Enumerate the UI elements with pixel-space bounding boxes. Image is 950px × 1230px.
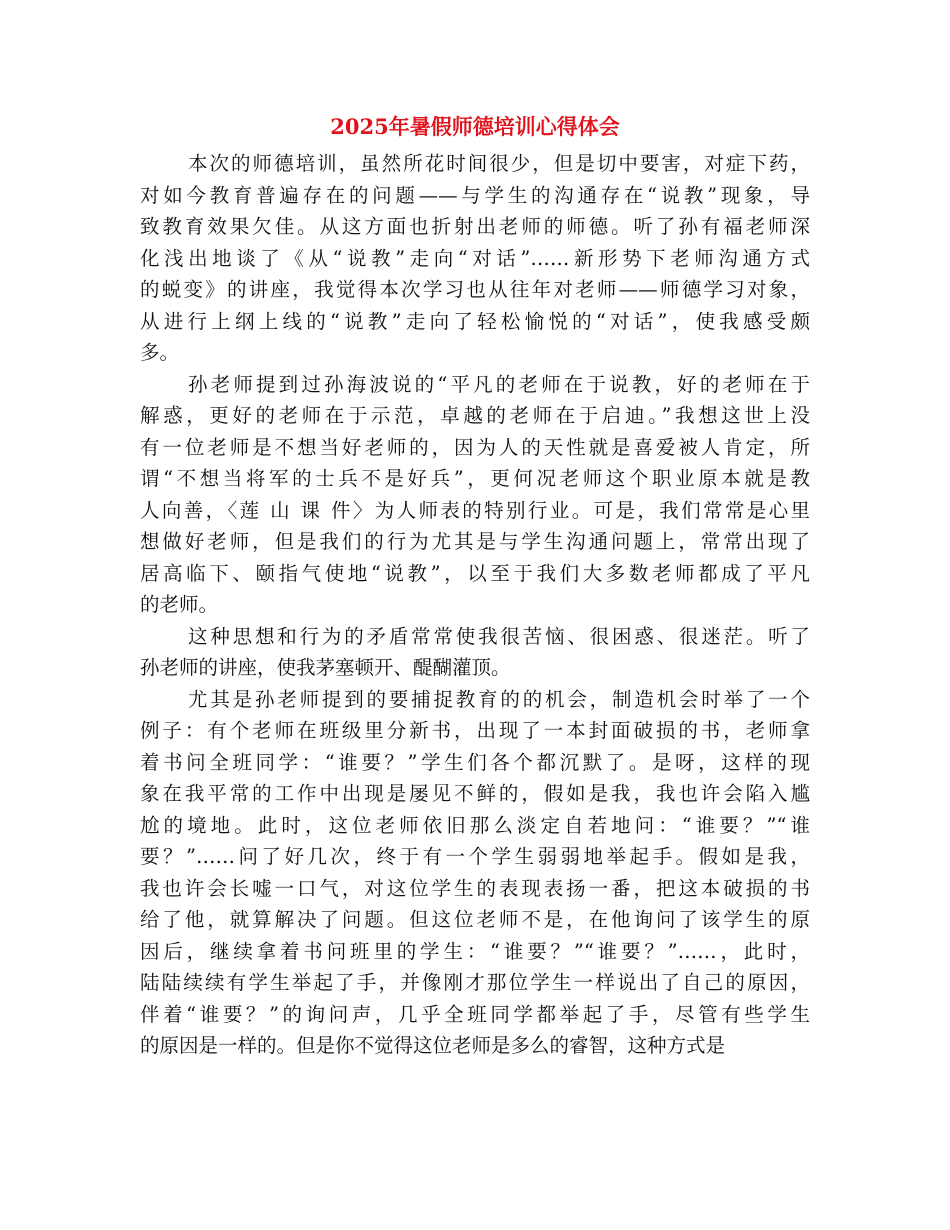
text-line: 给了他，就算解决了问题。但这位老师不是，在他询问了该学生的原 bbox=[140, 908, 810, 931]
text-line: 例子：有个老师在班级里分新书，出现了一本封面破损的书，老师拿 bbox=[140, 719, 810, 742]
text-line: 象在我平常的工作中出现是屡见不鲜的，假如是我，我也许会陷入尴 bbox=[140, 782, 810, 805]
text-line: 因后，继续拿着书问班里的学生：“谁要？”“谁要？”……，此时， bbox=[140, 939, 810, 963]
text-line: 本次的师德培训，虽然所花时间很少，但是切中要害，对症下药， bbox=[188, 152, 810, 175]
text-line: 尬的境地。此时，这位老师依旧那么淡定自若地问：“谁要？”“谁 bbox=[140, 813, 810, 837]
text-line: 尤其是孙老师提到的要捕捉教育的的机会，制造机会时举了一个 bbox=[188, 687, 810, 711]
paragraph bbox=[140, 369, 810, 621]
text-line: 谓“不想当将军的士兵不是好兵”，更何况老师这个职业原本就是教 bbox=[140, 467, 810, 490]
text-line: 的蜕变》的讲座，我觉得本次学习也从往年对老师——师德学习对象， bbox=[140, 278, 810, 301]
text-line: 孙老师提到过孙海波说的“平凡的老师在于说教，好的老师在于 bbox=[188, 372, 810, 396]
text-line: 伴着“谁要？”的询问声，几乎全班同学都举起了手，尽管有些学生 bbox=[140, 1002, 810, 1026]
text-line: 致教育效果欠佳。从这方面也折射出老师的师德。听了孙有福老师深 bbox=[140, 215, 810, 238]
text-line: 的老师。 bbox=[140, 593, 219, 616]
text-line: 有一位老师是不想当好老师的，因为人的天性就是喜爱被人肯定，所 bbox=[140, 435, 810, 459]
text-line: 想做好老师，但是我们的行为尤其是与学生沟通问题上，常常出现了 bbox=[140, 530, 810, 553]
page-title: 2025年暑假师德培训心得体会 bbox=[330, 114, 620, 139]
paragraph bbox=[140, 621, 810, 684]
text-line: 多。 bbox=[140, 341, 180, 364]
paragraph bbox=[140, 684, 810, 1062]
document-body bbox=[140, 148, 810, 1062]
paragraph bbox=[140, 148, 810, 369]
text-line: 陆陆续续有学生举起了手，并像刚才那位学生一样说出了自己的原因， bbox=[140, 971, 810, 994]
text-line: 解惑，更好的老师在于示范，卓越的老师在于启迪。”我想这世上没 bbox=[140, 404, 810, 427]
text-line: 孙老师的讲座，使我茅塞顿开、醍醐灌顶。 bbox=[140, 656, 511, 679]
text-line: 人向善，〈莲 山 课 件〉为人师表的特别行业。可是，我们常常是心里 bbox=[140, 498, 810, 522]
text-line: 化浅出地谈了《从“说教”走向“对话”……新形势下老师沟通方式 bbox=[140, 246, 810, 270]
text-line: 对如今教育普遍存在的问题——与学生的沟通存在“说教”现象，导 bbox=[140, 183, 810, 207]
text-line: 的原因是一样的。但是你不觉得这位老师是多么的睿智，这种方式是 bbox=[140, 1034, 726, 1057]
text-line: 从进行上纲上线的“说教”走向了轻松愉悦的“对话”，使我感受颇 bbox=[140, 309, 810, 333]
text-line: 着书问全班同学：“谁要？”学生们各个都沉默了。是呀，这样的现 bbox=[140, 750, 810, 774]
text-line: 这种思想和行为的矛盾常常使我很苦恼、很困惑、很迷茫。听了 bbox=[188, 624, 810, 648]
text-line: 我也许会长嘘一口气，对这位学生的表现表扬一番，把这本破损的书 bbox=[140, 876, 810, 900]
text-line: 居高临下、颐指气使地“说教”，以至于我们大多数老师都成了平凡 bbox=[140, 561, 810, 585]
text-line: 要？”……问了好几次，终于有一个学生弱弱地举起手。假如是我， bbox=[140, 845, 810, 868]
